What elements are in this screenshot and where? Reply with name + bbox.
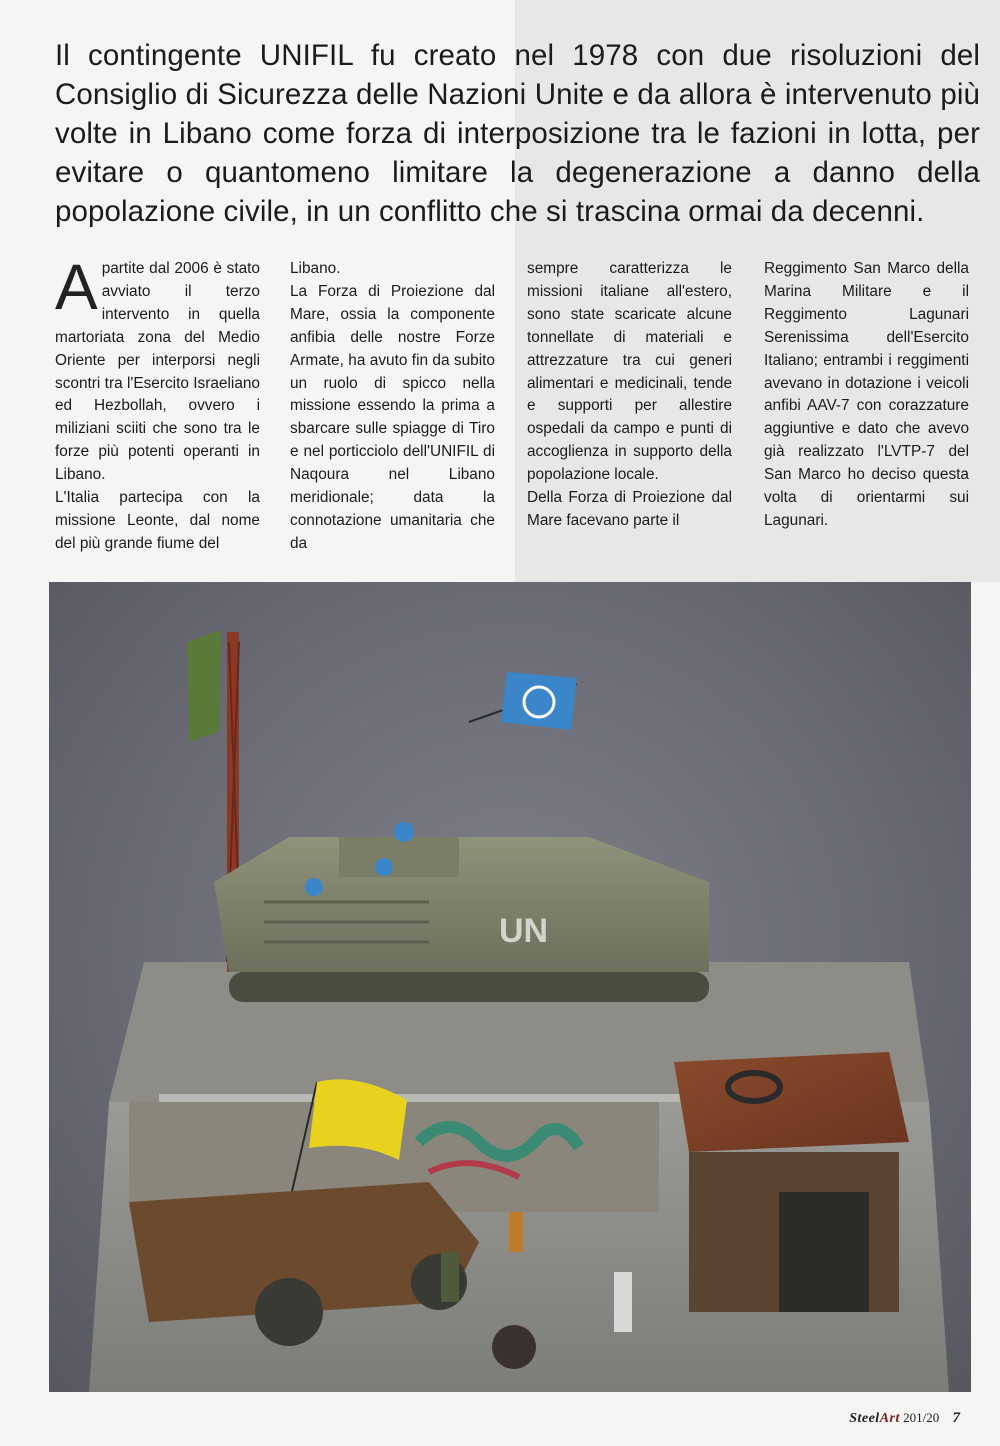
col1-paragraph-2: L'Italia partecipa con la missione Leonte, dal nome del più grande fiume del [55, 489, 260, 552]
page-number: 7 [952, 1410, 960, 1426]
col3-paragraph-2: Della Forza di Proiezione dal Mare facevano parte il [527, 489, 732, 529]
un-flag [501, 672, 577, 730]
column-4 [764, 258, 969, 533]
column-3 [527, 258, 732, 533]
brand-art: Art [879, 1411, 900, 1426]
col4-paragraph-1: Reggimento San Marco della Marina Militare e il Reggimento Lagunari Serenissima dell'Esercito Italiano; entrambi i reggimenti avevano in dotazione i veicoli anfibi AAV-7 con corazzature aggiuntive e dato che avevo già realizzato l'LVTP-7 del San Marco ho deciso questa volta di orientarmi sui Lagunari. [764, 260, 969, 529]
col2-paragraph-1: Libano. [290, 260, 341, 277]
aav7-hull [214, 837, 709, 972]
col1-paragraph-1 [55, 251, 260, 487]
child-figure [614, 1272, 632, 1332]
brand-steel: Steel [849, 1411, 880, 1426]
col3-paragraph-1: sempre caratterizza le missioni italiane all'estero, sono state scaricate alcune tonnellate di materiali e attrezzature tra cui generi alimentari e medicinali, tende e supporti per allestire ospedali da campo e punti di accoglienza in supporto della popolazione locale. [527, 260, 732, 484]
diorama-photo [49, 582, 971, 1392]
hull-marking: UN [499, 912, 549, 950]
soldier-helmet [394, 822, 414, 842]
manhole [492, 1325, 536, 1369]
road-sign [187, 630, 221, 742]
aav7-tracks [229, 972, 709, 1002]
diorama-illustration [49, 582, 971, 1392]
col1-text-1: partite dal 2006 è stato avviato il terzo intervento in quella martoriata zona del Medio Oriente per interporsi negli scontri tra l'Esercito Israeliano ed Hezbollah, ovvero i miliziani sciiti che sono tra le forze più potenti operanti in Libano. [55, 260, 260, 484]
issue-number: 201/20 [903, 1410, 940, 1425]
magazine-brand [849, 1411, 900, 1426]
soldier-helmet [305, 878, 323, 896]
column-2 [290, 258, 495, 556]
jeep-wheel [255, 1278, 323, 1346]
column-1 [55, 251, 260, 556]
shack-door [779, 1192, 869, 1312]
child-figure [509, 1212, 523, 1252]
aav7-turret [339, 837, 459, 877]
dropcap: A [55, 251, 98, 323]
page-footer [849, 1410, 960, 1427]
soldier-helmet [375, 858, 393, 876]
shack-roof [674, 1052, 909, 1152]
intro-paragraph: Il contingente UNIFIL fu creato nel 1978 con due risoluzioni del Consiglio di Sicurezza delle Nazioni Unite e da allora è intervenuto più volte in Libano come forza di interposizione tra le fazioni in lotta, per evitare o quantomeno limitare la degenerazione a danno della popolazione civile, in un conflitto che si trascina ormai da decenni. [55, 39, 980, 228]
col2-paragraph-2: La Forza di Proiezione dal Mare, ossia la componente anfibia delle nostre Forze Armate, ha avuto fin da subito un ruolo di spicco nella missione essendo la prima a sbarcare sulle spiagge di Tiro e nel porticciolo dell'UNIFIL di Naqoura nel Libano meridionale; data la connotazione umanitaria che da [290, 282, 495, 552]
civilian-figure [441, 1252, 459, 1302]
